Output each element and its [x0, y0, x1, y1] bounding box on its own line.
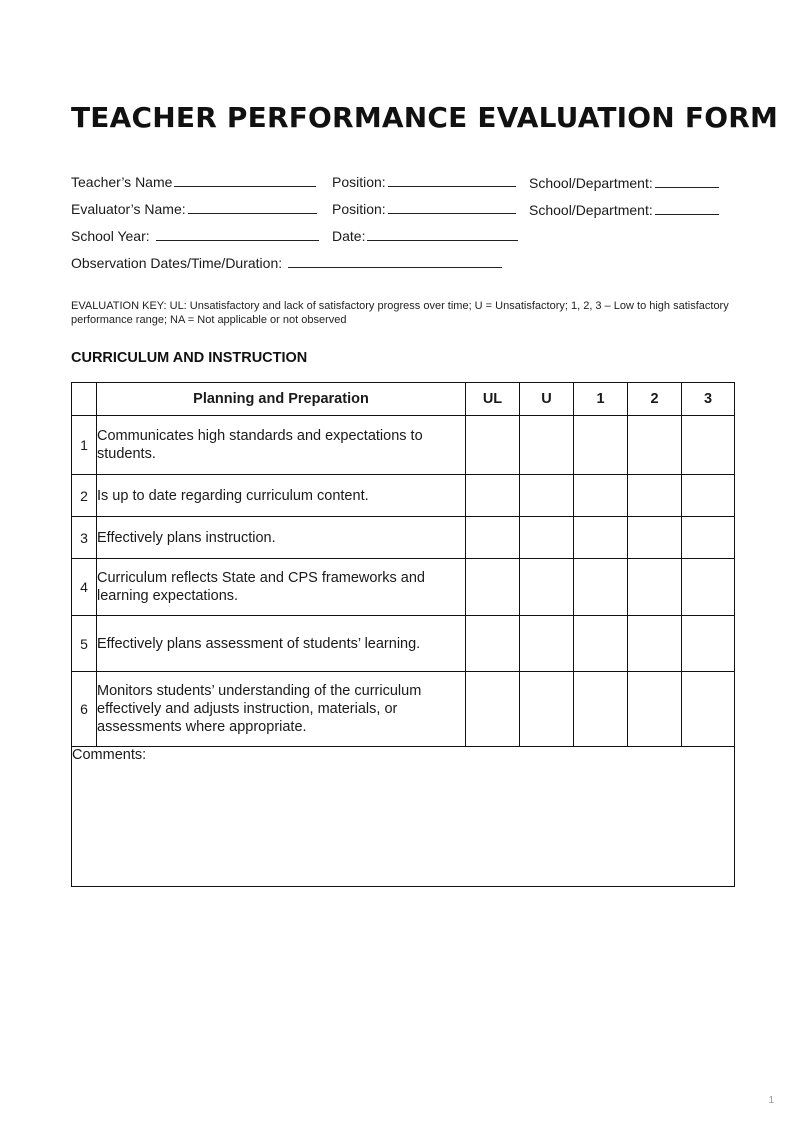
comments-box[interactable]: [72, 747, 735, 887]
rating-cell-3[interactable]: [682, 616, 735, 672]
school-department-field-1[interactable]: [529, 175, 719, 191]
row-criterion: Is up to date regarding curriculum content.: [97, 475, 466, 517]
rating-cell-1[interactable]: [574, 416, 628, 475]
evaluation-table: [71, 382, 735, 887]
comments-row: [72, 747, 735, 887]
position-label-2: Position:: [332, 201, 386, 217]
rating-cell-1[interactable]: [574, 616, 628, 672]
date-label: Date:: [332, 228, 366, 244]
rating-cell-u[interactable]: [520, 616, 574, 672]
position-label-1: Position:: [332, 174, 386, 190]
rating-cell-3[interactable]: [682, 416, 735, 475]
row-number: 6: [72, 672, 97, 747]
row-number: 1: [72, 416, 97, 475]
school-department-field-2[interactable]: [529, 202, 719, 218]
rating-cell-1[interactable]: [574, 517, 628, 559]
form-title: TEACHER PERFORMANCE EVALUATION FORM: [71, 101, 779, 134]
rating-cell-2[interactable]: [628, 517, 682, 559]
header-rating-1: 1: [574, 383, 628, 416]
rating-cell-2[interactable]: [628, 616, 682, 672]
rating-cell-ul[interactable]: [466, 475, 520, 517]
rating-cell-ul[interactable]: [466, 416, 520, 475]
row-number: 4: [72, 559, 97, 616]
row-criterion: Monitors students’ understanding of the curriculum effectively and adjusts instruction, materials, or assessments where appropriate.: [97, 672, 466, 747]
rating-cell-2[interactable]: [628, 672, 682, 747]
rating-cell-1[interactable]: [574, 559, 628, 616]
observation-line[interactable]: [288, 267, 502, 268]
rating-cell-u[interactable]: [520, 416, 574, 475]
rating-cell-ul[interactable]: [466, 616, 520, 672]
table-row: [72, 616, 735, 672]
row-number: 5: [72, 616, 97, 672]
row-criterion: Curriculum reflects State and CPS frameworks and learning expectations.: [97, 559, 466, 616]
header-criteria: Planning and Preparation: [97, 383, 466, 416]
rating-cell-1[interactable]: [574, 672, 628, 747]
position-line-2[interactable]: [388, 213, 516, 214]
school-department-line-2[interactable]: [655, 214, 719, 215]
row-criterion: Communicates high standards and expectations to students.: [97, 416, 466, 475]
school-year-line[interactable]: [156, 240, 319, 241]
rating-cell-2[interactable]: [628, 559, 682, 616]
rating-cell-2[interactable]: [628, 416, 682, 475]
rating-cell-u[interactable]: [520, 559, 574, 616]
rating-cell-u[interactable]: [520, 517, 574, 559]
rating-cell-ul[interactable]: [466, 672, 520, 747]
rating-cell-u[interactable]: [520, 475, 574, 517]
header-rating-3: 3: [682, 383, 735, 416]
evaluator-name-line[interactable]: [188, 213, 317, 214]
header-num-cell: [72, 383, 97, 416]
comments-label: Comments:: [72, 747, 147, 763]
rating-cell-u[interactable]: [520, 672, 574, 747]
rating-cell-3[interactable]: [682, 559, 735, 616]
teacher-name-field[interactable]: [71, 174, 316, 190]
header-rating-u: U: [520, 383, 574, 416]
header-rating-2: 2: [628, 383, 682, 416]
rating-cell-2[interactable]: [628, 475, 682, 517]
school-year-field[interactable]: [71, 228, 319, 244]
position-field-2[interactable]: [332, 201, 516, 217]
school-department-label-2: School/Department:: [529, 202, 653, 218]
evaluation-key: EVALUATION KEY: UL: Unsatisfactory and lack of satisfactory progress over time; U = Unsatisfactory; 1, 2, 3 – Low to high satisfactory performance range; NA = Not applicable or not observed: [71, 300, 729, 326]
rating-cell-3[interactable]: [682, 672, 735, 747]
observation-field[interactable]: [71, 255, 502, 271]
rating-cell-ul[interactable]: [466, 517, 520, 559]
school-department-label-1: School/Department:: [529, 175, 653, 191]
row-criterion: Effectively plans instruction.: [97, 517, 466, 559]
table-row: [72, 559, 735, 616]
table-row: [72, 517, 735, 559]
table-row: [72, 672, 735, 747]
header-rating-ul: UL: [466, 383, 520, 416]
page-number: 1: [768, 1095, 774, 1106]
rating-cell-ul[interactable]: [466, 559, 520, 616]
table-row: [72, 416, 735, 475]
teacher-name-label: Teacher’s Name: [71, 174, 173, 190]
observation-label: Observation Dates/Time/Duration:: [71, 255, 283, 271]
date-line[interactable]: [367, 240, 518, 241]
section-title: CURRICULUM AND INSTRUCTION: [71, 350, 308, 366]
row-number: 2: [72, 475, 97, 517]
table-row: [72, 475, 735, 517]
table-header-row: [72, 383, 735, 416]
rating-cell-1[interactable]: [574, 475, 628, 517]
evaluator-name-label: Evaluator’s Name:: [71, 201, 186, 217]
date-field[interactable]: [332, 228, 518, 244]
rating-cell-3[interactable]: [682, 517, 735, 559]
row-number: 3: [72, 517, 97, 559]
rating-cell-3[interactable]: [682, 475, 735, 517]
position-line-1[interactable]: [388, 186, 516, 187]
school-year-label: School Year:: [71, 228, 150, 244]
position-field-1[interactable]: [332, 174, 516, 190]
evaluator-name-field[interactable]: [71, 201, 317, 217]
teacher-name-line[interactable]: [174, 186, 316, 187]
school-department-line-1[interactable]: [655, 187, 719, 188]
row-criterion: Effectively plans assessment of students’ learning.: [97, 616, 466, 672]
